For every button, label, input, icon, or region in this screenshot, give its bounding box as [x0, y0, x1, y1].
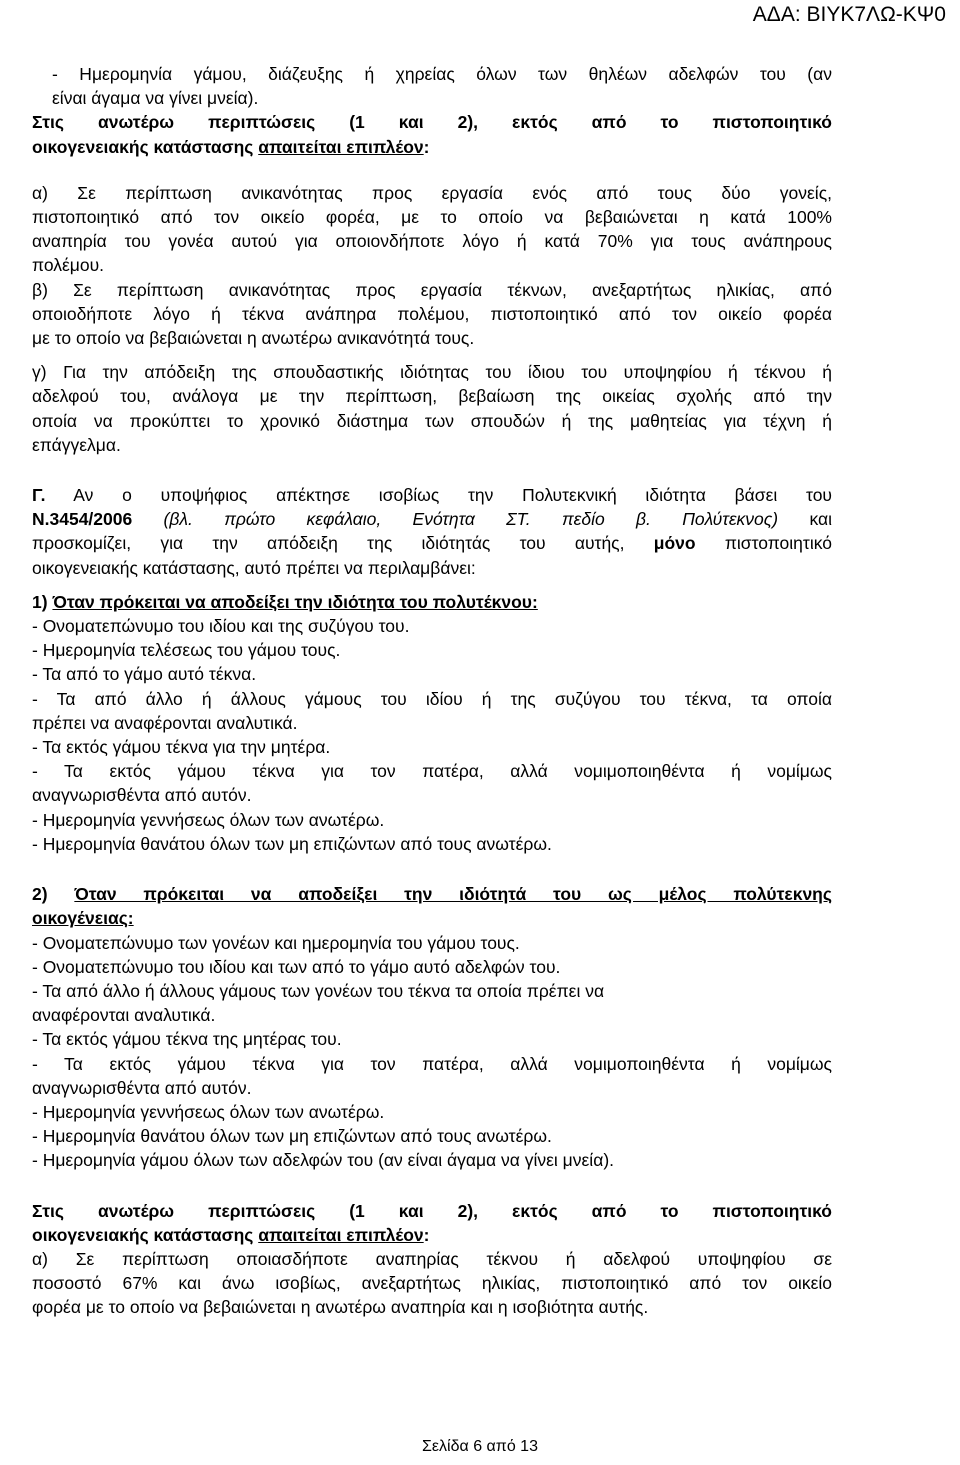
item-c-line4: επάγγελμα. [32, 434, 121, 455]
dash-item-marriage-line2: είναι άγαμα να γίνει μνεία). [52, 88, 259, 109]
chapter-reference: (βλ. πρώτο κεφάλαιο, Ενότητα ΣΤ. πεδίο β. Πολύτεκνος) [132, 509, 779, 530]
list2-item-continuation: αναγνωρισθέντα από αυτόν. [32, 1077, 252, 1098]
section-g-line1 [32, 483, 832, 507]
list1-title-text: Όταν πρόκειται να αποδείξει την ιδιότητα του πολυτέκνου: [52, 591, 538, 612]
item-a-line1: α) Σε περίπτωση ανικανότητας προς εργασία ενός από τους δύο γονείς, [32, 182, 832, 203]
section-heading-line1: Στις ανωτέρω περιπτώσεις (1 και 2), εκτός από το πιστοποιητικό [32, 112, 832, 133]
section-g-line2-end: και [778, 509, 832, 530]
item-b-line1: β) Σε περίπτωση ανικανότητας προς εργασία τέκνων, ανεξαρτήτως ηλικίας, από [32, 279, 832, 300]
item-a-line4: πολέμου. [32, 255, 105, 276]
list1-item: - Ημερομηνία τελέσεως του γάμου τους. [32, 640, 341, 661]
list1-title [32, 590, 832, 614]
list1-item: - Τα από το γάμο αυτό τέκνα. [32, 664, 257, 685]
list2-item: - Ημερομηνία γάμου όλων των αδελφών του (αν είναι άγαμα να γίνει μνεία). [32, 1150, 615, 1171]
section2-heading-line1: Στις ανωτέρω περιπτώσεις (1 και 2), εκτός από το πιστοποιητικό [32, 1200, 832, 1221]
document-code: ΑΔΑ: ΒΙΥΚ7ΛΩ-ΚΨ0 [752, 3, 946, 26]
section2-item-a-line1: α) Σε περίπτωση οποιασδήποτε αναπηρίας τέκνου ή αδελφού υποψηφίου σε [32, 1248, 832, 1269]
section-g-intro: Αν ο υποψήφιος απέκτησε ισοβίως την Πολυτεκνική ιδιότητα βάσει του [45, 485, 832, 506]
section-heading-line2 [32, 135, 832, 159]
page-number: Σελίδα 6 από 13 [422, 1438, 538, 1455]
list2-title-line2 [32, 906, 832, 930]
page-content [32, 62, 832, 1320]
item-c-line1: γ) Για την απόδειξη της σπουδαστικής ιδιότητας του ίδιου του υποψηφίου ή τέκνου ή [32, 362, 832, 383]
item-c-line3: οποία να προκύπτει το χρονικό διάστημα των σπουδών ή της μαθητείας για τέχνη ή [32, 410, 832, 431]
list1-number: 1) [32, 591, 53, 612]
heading-underlined-text: απαιτείται επιπλέον [258, 136, 424, 157]
list2-number: 2) [32, 884, 75, 905]
list1-item: - Ημερομηνία θανάτου όλων των μη επιζώντων από τους ανωτέρω. [32, 833, 552, 854]
list2-item: - Τα από άλλο ή άλλους γάμους των γονέων του τέκνα τα οποία πρέπει να [32, 980, 605, 1001]
item-b-line3: με το οποίο να βεβαιώνεται η ανωτέρω ανικανότητά τους. [32, 328, 475, 349]
list1-item: - Ημερομηνία γεννήσεως όλων των ανωτέρω. [32, 809, 385, 830]
heading-underlined-text: απαιτείται επιπλέον [258, 1224, 424, 1245]
section-g-line3 [32, 531, 832, 555]
item-a-line3: αναπηρία του γονέα αυτού για οποιονδήποτε λόγο ή κατά 70% για τους ανάπηρους [32, 231, 832, 252]
list1-item-continuation: αναγνωρισθέντα από αυτόν. [32, 785, 252, 806]
list2-title-line1 [32, 882, 832, 906]
list2-item: - Ονοματεπώνυμο του ιδίου και των από το γάμο αυτό αδελφών του. [32, 956, 561, 977]
dash-item-marriage-line1: - Ημερομηνία γάμου, διάζευξης ή χηρείας όλων των θηλέων αδελφών του (αν [52, 64, 832, 84]
list2-title-text-cont: οικογένειας: [32, 908, 134, 929]
list2-item: - Ονοματεπώνυμο των γονέων και ημερομηνία του γάμου τους. [32, 932, 520, 953]
only-emphasis: μόνο [653, 533, 696, 554]
list2-item: - Ημερομηνία θανάτου όλων των μη επιζώντων από τους ανωτέρω. [32, 1126, 552, 1147]
heading-bold-text: οικογενειακής κατάστασης [32, 1224, 259, 1245]
section2-item-a-line2: ποσοστό 67% και άνω ισοβίως, ανεξαρτήτως ηλικίας, πιστοποιητικό από τον οικείο [32, 1273, 832, 1294]
list1-item: - Τα εκτός γάμου τέκνα για τον πατέρα, αλλά νομιμοποιηθέντα ή νομίμως [32, 761, 832, 782]
heading-colon: : [423, 136, 430, 157]
item-c-line2: αδελφού του, ανάλογα με την περίπτωση, βεβαίωση της οικείας σχολής από την [32, 386, 832, 407]
list2-item-continuation: αναφέρονται αναλυτικά. [32, 1005, 216, 1026]
section-g-line3-start: προσκομίζει, για την απόδειξη της ιδιότητάς του αυτής, [32, 533, 654, 554]
law-reference: Ν.3454/2006 [32, 509, 133, 530]
list1-item: - Τα εκτός γάμου τέκνα για την μητέρα. [32, 737, 331, 758]
list1-item: - Τα από άλλο ή άλλους γάμους του ιδίου ή της συζύγου του τέκνα, τα οποία [32, 688, 832, 709]
list2-title-text: Όταν πρόκειται να αποδείξει την ιδιότητά του ως μέλος πολύτεκνης [74, 884, 832, 905]
list2-item: - Τα εκτός γάμου τέκνα της μητέρας του. [32, 1029, 342, 1050]
section-g-label: Γ. [32, 485, 46, 506]
section-g-line2 [32, 507, 832, 531]
list1-item-continuation: πρέπει να αναφέρονται αναλυτικά. [32, 712, 298, 733]
heading-colon: : [423, 1224, 430, 1245]
section-g-line3-end: πιστοποιητικό [695, 533, 832, 554]
list2-item: - Ημερομηνία γεννήσεως όλων των ανωτέρω. [32, 1101, 385, 1122]
list1-item: - Ονοματεπώνυμο του ιδίου και της συζύγου του. [32, 616, 410, 637]
section2-item-a-line3: φορέα με το οποίο να βεβαιώνεται η ανωτέρω αναπηρία και η ισοβιότητα αυτής. [32, 1297, 649, 1318]
section-g-line4: οικογενειακής κατάστασης, αυτό πρέπει να περιλαμβάνει: [32, 557, 476, 578]
item-a-line2: πιστοποιητικό από τον οικείο φορέα, με το οποίο να βεβαιώνεται η κατά 100% [32, 207, 832, 228]
list2-item: - Τα εκτός γάμου τέκνα για τον πατέρα, αλλά νομιμοποιηθέντα ή νομίμως [32, 1053, 832, 1074]
item-b-line2: οποιοδήποτε λόγο ή τέκνα ανάπηρα πολέμου, πιστοποιητικό από τον οικείο φορέα [32, 303, 832, 324]
section2-heading-line2 [32, 1223, 832, 1247]
heading-bold-text: οικογενειακής κατάστασης [32, 136, 259, 157]
